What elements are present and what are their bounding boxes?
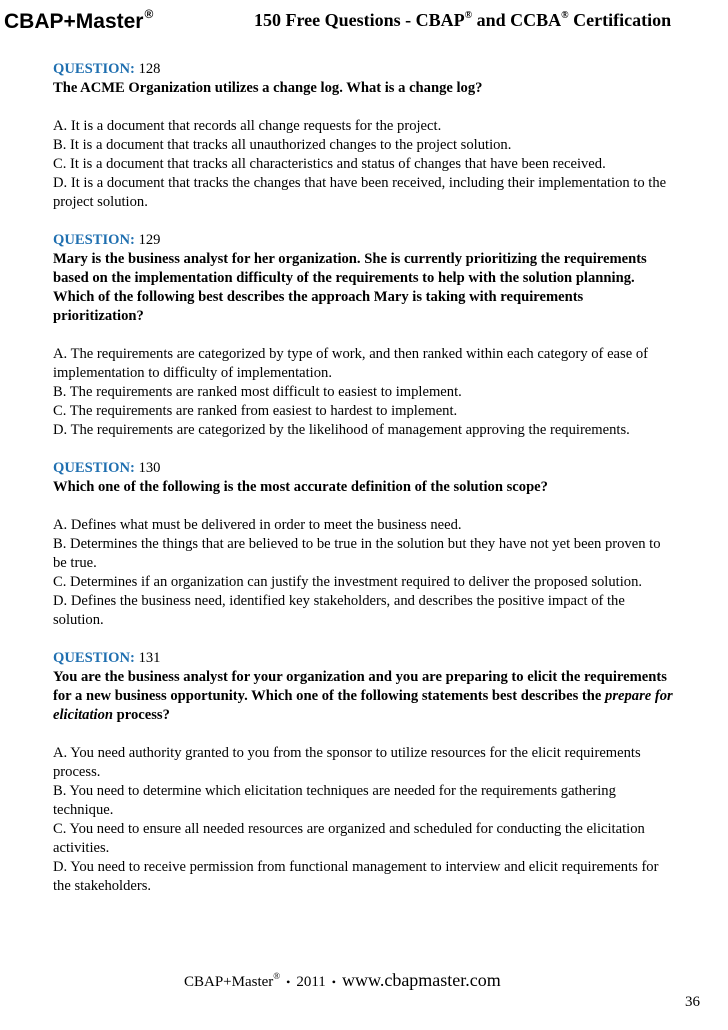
footer-bullet: •: [331, 975, 336, 989]
question-number: 130: [138, 460, 161, 476]
option-d: D. It is a document that tracks the changes that have been received, including their implementation to the project solution.: [53, 175, 667, 210]
question-label: QUESTION:: [53, 460, 135, 476]
question-text: The ACME Organization utilizes a change log. What is a change log?: [53, 80, 483, 96]
question-header: [53, 649, 675, 668]
question-label: QUESTION:: [53, 650, 135, 666]
option-c: C. It is a document that tracks all characteristics and status of changes that have been received.: [53, 156, 606, 172]
question-130: [53, 459, 675, 630]
option-b: B. It is a document that tracks all unauthorized changes to the project solution.: [53, 137, 512, 153]
page-number: 36: [685, 994, 700, 1010]
document-title: [254, 10, 671, 31]
option-b: B. You need to determine which elicitation techniques are needed for the requirements gathering technique.: [53, 783, 616, 818]
footer-bullet: •: [286, 975, 291, 989]
option-c: C. You need to ensure all needed resources are organized and scheduled for conducting the elicitation activities.: [53, 821, 645, 856]
footer-brand: CBAP+Master: [184, 974, 274, 990]
option-b: B. The requirements are ranked most difficult to easiest to implement.: [53, 384, 462, 400]
option-b: B. Determines the things that are believed to be true in the solution but they have not yet been proven to be true.: [53, 536, 661, 571]
option-c: C. Determines if an organization can justify the investment required to deliver the proposed solution.: [53, 574, 643, 590]
option-a: A. You need authority granted to you from the sponsor to utilize resources for the elicit requirements process.: [53, 745, 641, 780]
option-a: A. It is a document that records all change requests for the project.: [53, 118, 442, 134]
question-128: [53, 60, 675, 212]
option-d: D. Defines the business need, identified key stakeholders, and describes the positive impact of the solution.: [53, 593, 625, 628]
question-131: [53, 649, 675, 896]
question-text-start: You are the business analyst for your organization and you are preparing to elicit the requirements for a new business opportunity. Which one of the following statements best describes the: [53, 669, 667, 704]
answer-options: [53, 516, 675, 630]
questions-body: [53, 60, 675, 915]
option-a: A. Defines what must be delivered in order to meet the business need.: [53, 517, 462, 533]
answer-options: [53, 117, 675, 212]
title-part-ccba: and CCBA: [472, 10, 562, 30]
title-registered-mark: ®: [464, 10, 473, 21]
question-number: 131: [138, 650, 161, 666]
question-text: [53, 668, 675, 725]
question-text-end: process?: [113, 707, 170, 723]
brand-logo: [4, 7, 153, 34]
question-header: [53, 459, 675, 478]
page-footer: [184, 970, 604, 991]
question-label: QUESTION:: [53, 232, 135, 248]
title-registered-mark: ®: [561, 10, 569, 21]
option-a: A. The requirements are categorized by type of work, and then ranked within each category of ease of implementation to difficulty of implementation.: [53, 346, 648, 381]
question-number: 129: [138, 232, 161, 248]
page-header: [0, 0, 728, 40]
footer-website-link[interactable]: www.cbapmaster.com: [342, 970, 501, 990]
question-header: [53, 231, 675, 250]
question-text-italic: prepare for elicitation: [53, 688, 673, 723]
option-c: C. The requirements are ranked from easiest to hardest to implement.: [53, 403, 458, 419]
question-text: Which one of the following is the most accurate definition of the solution scope?: [53, 479, 548, 495]
answer-options: [53, 345, 675, 440]
option-d: D. You need to receive permission from functional management to interview and elicit requirements for the stakeholders.: [53, 859, 659, 894]
answer-options: [53, 744, 675, 896]
brand-registered-mark: ®: [144, 7, 154, 21]
footer-registered-mark: ®: [273, 971, 281, 981]
question-129: [53, 231, 675, 440]
brand-name: CBAP+Master: [4, 10, 144, 33]
title-part-certification: Certification: [568, 10, 672, 30]
question-header: [53, 60, 675, 79]
question-text: Mary is the business analyst for her organization. She is currently prioritizing the requirements based on the implementation difficulty of the requirements to help with the solution planning. Which of the following best describes the approach Mary is taking with requirements prioritization?: [53, 251, 647, 324]
question-label: QUESTION:: [53, 61, 135, 77]
title-part-cbap: 150 Free Questions - CBAP: [254, 10, 465, 30]
option-d: D. The requirements are categorized by the likelihood of management approving the requirements.: [53, 422, 630, 438]
footer-year: 2011: [296, 974, 326, 990]
question-number: 128: [138, 61, 161, 77]
